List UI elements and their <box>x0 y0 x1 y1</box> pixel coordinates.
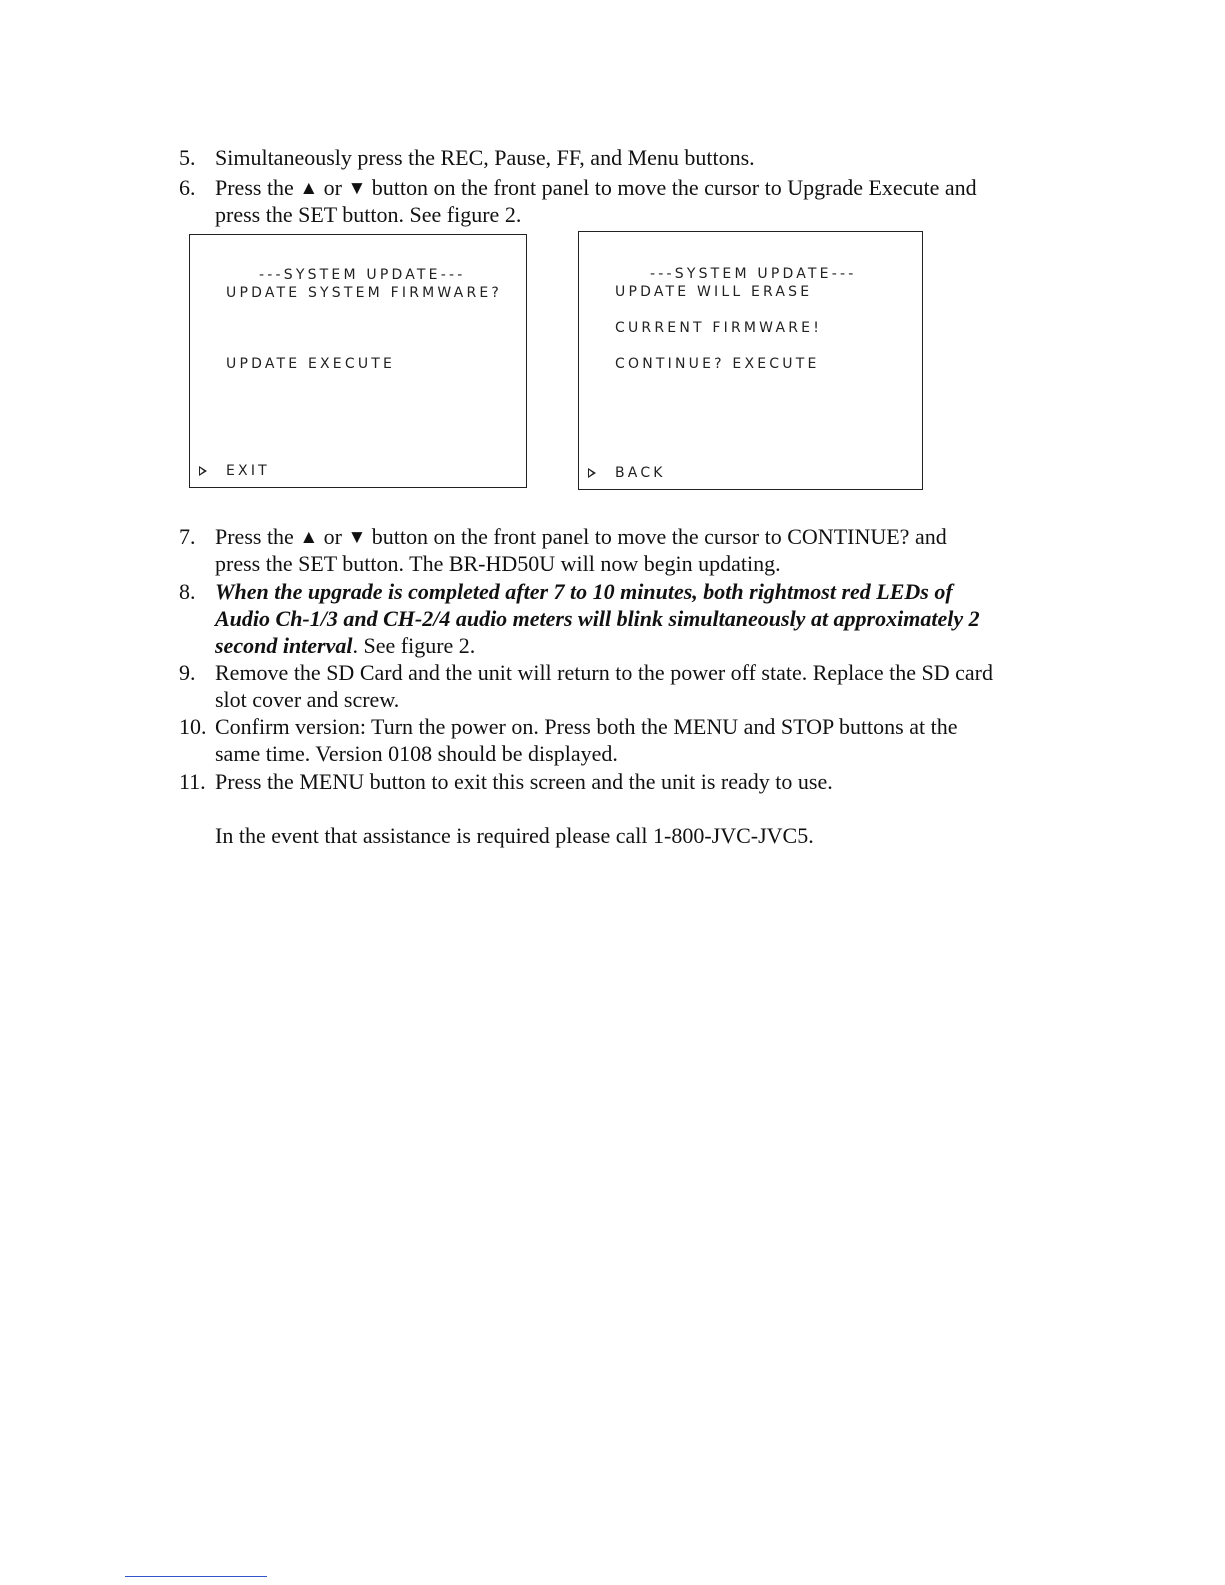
screen-left-footer: EXIT <box>226 463 270 479</box>
step-8-bold-text: second interval <box>215 633 353 658</box>
screen-right-line-3: CONTINUE? EXECUTE <box>615 356 820 372</box>
step-7-text-a: Press the <box>215 524 300 549</box>
step-10-line-1: Confirm version: Turn the power on. Press both the MENU and STOP buttons at the <box>215 714 958 739</box>
step-7-line-1 <box>215 523 947 552</box>
down-arrow-icon: ▼ <box>347 527 367 548</box>
screen-right-footer: BACK <box>615 465 666 481</box>
step-9-line-1: Remove the SD Card and the unit will return to the power off state. Replace the SD card <box>215 660 993 685</box>
step-5-text: Simultaneously press the REC, Pause, FF, and Menu buttons. <box>215 145 755 170</box>
screen-right-line-1: UPDATE WILL ERASE <box>615 284 813 300</box>
screen-left-line-2: UPDATE EXECUTE <box>226 356 396 372</box>
step-8-number: 8. <box>179 579 196 604</box>
screen-left-title: ---SYSTEM UPDATE--- <box>259 267 466 283</box>
assistance-note: In the event that assistance is required please call 1-800-JVC-JVC5. <box>215 823 814 848</box>
screen-right-line-2: CURRENT FIRMWARE! <box>615 320 823 336</box>
up-arrow-icon: ▲ <box>299 527 319 548</box>
step-5-number: 5. <box>179 145 196 170</box>
step-7-number: 7. <box>179 524 196 549</box>
screen-left-line-1: UPDATE SYSTEM FIRMWARE? <box>226 285 503 301</box>
step-7-text-b: button on the front panel to move the cursor to CONTINUE? and <box>366 524 947 549</box>
step-9-number: 9. <box>179 660 196 685</box>
step-10-line-2: same time. Version 0108 should be displayed. <box>215 741 618 766</box>
step-7-or: or <box>318 524 348 549</box>
step-6-line-2: press the SET button. See figure 2. <box>215 202 522 227</box>
down-arrow-icon: ▼ <box>347 178 367 199</box>
step-6-text-a: Press the <box>215 175 300 200</box>
up-arrow-icon: ▲ <box>299 178 319 199</box>
cursor-icon <box>199 466 207 476</box>
footer-rule <box>125 1576 267 1577</box>
firmware-update-screen-left <box>189 234 527 488</box>
step-6-text-b: button on the front panel to move the cursor to Upgrade Execute and <box>366 175 977 200</box>
step-11-text: Press the MENU button to exit this screen and the unit is ready to use. <box>215 769 833 794</box>
step-9-line-2: slot cover and screw. <box>215 687 400 712</box>
step-11-number: 11. <box>179 769 206 794</box>
step-6-line-1 <box>215 174 977 203</box>
step-8-rest-text: . See figure 2. <box>352 633 476 658</box>
step-6-or: or <box>318 175 348 200</box>
step-8-line-1: When the upgrade is completed after 7 to 10 minutes, both rightmost red LEDs of <box>215 579 953 604</box>
screen-right-title: ---SYSTEM UPDATE--- <box>650 266 857 282</box>
firmware-update-screen-right <box>578 231 923 490</box>
step-6-number: 6. <box>179 175 196 200</box>
step-7-line-2: press the SET button. The BR-HD50U will now begin updating. <box>215 551 781 576</box>
cursor-icon <box>588 468 596 478</box>
step-8-line-2: Audio Ch-1/3 and CH-2/4 audio meters will blink simultaneously at approximately 2 <box>215 606 980 631</box>
step-10-number: 10. <box>179 714 207 739</box>
step-8-line-3 <box>215 632 475 659</box>
